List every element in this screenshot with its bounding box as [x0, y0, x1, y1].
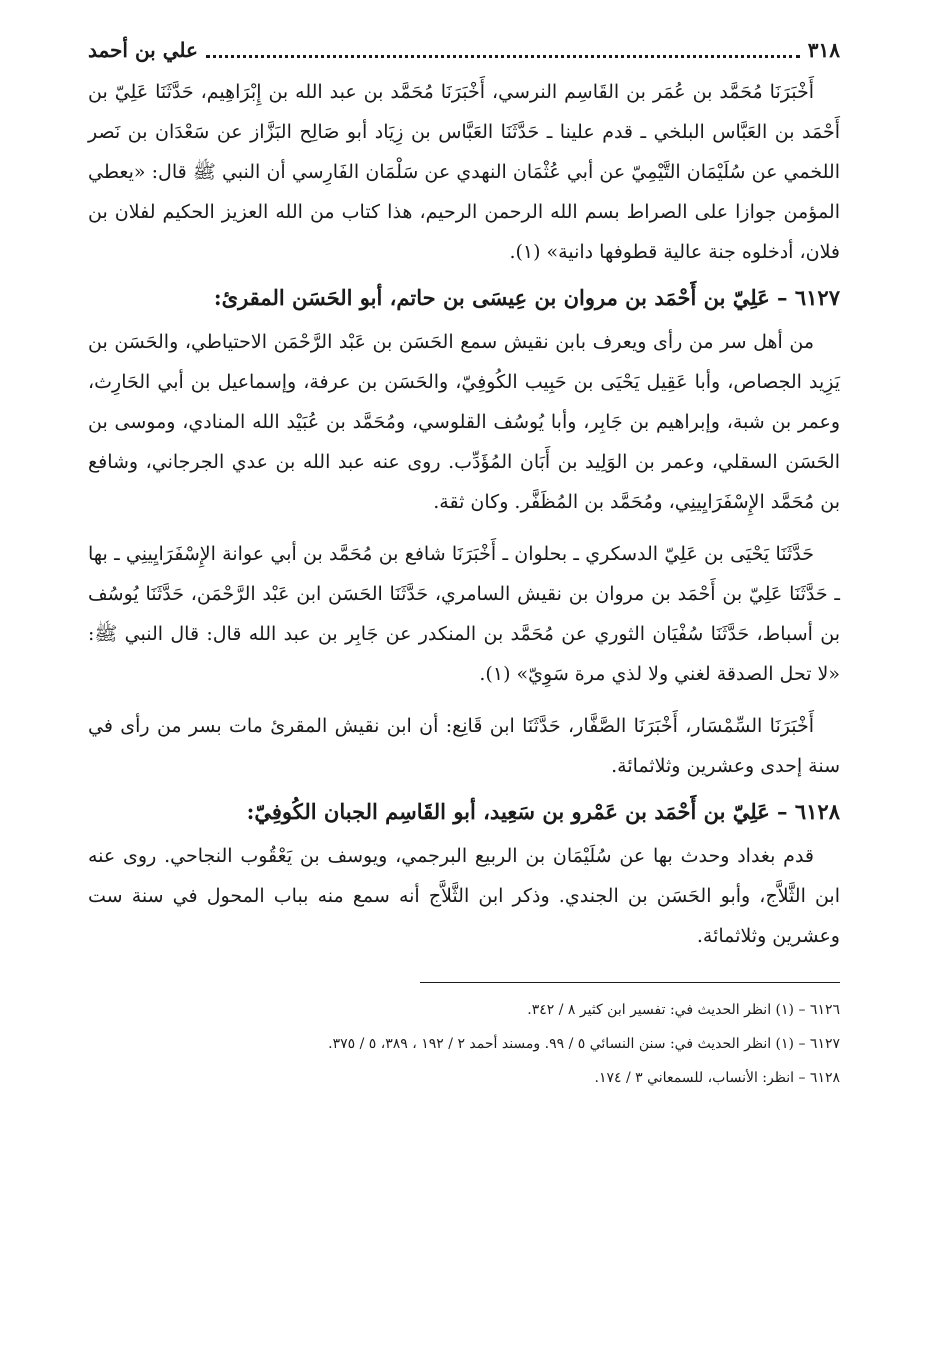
- footnote-6128: ٦١٢٨ – انظر: الأنساب، للسمعاني ٣ / ١٧٤.: [594, 1070, 840, 1086]
- footnote-6126: ٦١٢٦ – (١) انظر الحديث في: تفسير ابن كثير ٨ / ٣٤٢.: [527, 1002, 840, 1018]
- footnotes: [88, 993, 840, 1095]
- book-page: [88, 28, 840, 1095]
- entry-6127-paragraph-2: حَدَّثَنَا يَحْيَى بن عَلِيّ الدسكري ـ بحلوان ـ أَخْبَرَنَا شافع بن مُحَمَّد بن أبي عوانة الإِسْفَرَايِينِي ـ بها ـ حَدَّثَنَا عَلِيّ بن أَحْمَد بن مروان بن نقيش السامري، حَدَّثَنَا الحَسَن ابن عَبْد الرَّحْمَن، حَدَّثَنَا يُوسُف بن أسباط، حَدَّثَنَا سُفْيَان الثوري عن مُحَمَّد بن المنكدر عن جَابِر بن عبد الله قال: قال النبي ﷺ: «لا تحل الصدقة لغني ولا لذي مرة سَوِيّ» (١).: [88, 543, 840, 685]
- footnote-6127: ٦١٢٧ – (١) انظر الحديث في: سنن النسائي ٥ / ٩٩. ومسند أحمد ٢ / ١٩٢ ، ٣٨٩، ٥ / ٣٧٥.: [328, 1036, 840, 1052]
- footnote-separator: [420, 982, 840, 993]
- page-number: ٣١٨: [807, 38, 840, 62]
- running-header: [88, 28, 840, 72]
- entry-6127-paragraph-1: من أهل سر من رأى ويعرف بابن نقيش سمع الحَسَن بن عَبْد الرَّحْمَن الاحتياطي، والحَسَن بن يَزِيد الجصاص، وأبا عَقِيل يَحْيَى بن حَبِيب الكُوفِيّ، والحَسَن بن عرفة، وإسماعيل بن أبي الحَارِث، وعمر بن شبة، وإبراهيم بن جَابِر، وأبا يُوسُف القلوسي، ومُحَمَّد بن عُبَيْد الله المنادي، وموسى بن الحَسَن السقلي، وعمر بن الوَلِيد بن أَبَان المُؤَدِّب. روى عنه عبد الله بن عدي الجرجاني، وشافع بن مُحَمَّد الإِسْفَرَايِينِي، ومُحَمَّد بن المُظَفَّر. وكان ثقة.: [88, 331, 840, 513]
- entry-6128-paragraph-1: قدم بغداد وحدث بها عن سُلَيْمَان بن الربيع البرجمي، ويوسف بن يَعْقُوب النجاحي. روى عنه ابن الثَّلاَّج، وأبو الحَسَن بن الجندي. وذكر ابن الثَّلاَّج أنه سمع منه بباب المحول في سنة ست وعشرين وثلاثمائة.: [88, 845, 840, 947]
- running-title: علي بن أحمد: [88, 38, 198, 62]
- header-dot-leader: [206, 55, 800, 58]
- intro-paragraph: أَخْبَرَنَا مُحَمَّد بن عُمَر بن القَاسِم النرسي، أَخْبَرَنَا مُحَمَّد بن عبد الله بن إِبْرَاهِيم، حَدَّثَنَا عَلِيّ بن أَحْمَد بن العَبَّاس البلخي ـ قدم علينا ـ حَدَّثَنَا العَبَّاس بن زِيَاد أبو صَالِح البَزَّاز عن سَعْدَان بن نَصر اللخمي عن سُلَيْمَان التَّيْمِيّ عن أبي عُثْمَان النهدي عن سَلْمَان الفَارِسي أن النبي ﷺ قال: «يعطي المؤمن جوازا على الصراط بسم الله الرحمن الرحيم، هذا كتاب من الله العزيز الحكيم لفلان بن فلان، أدخلوه جنة عالية قطوفها دانية» (١).: [88, 81, 840, 263]
- entry-6127-heading: ٦١٢٧ – عَلِيّ بن أَحْمَد بن مروان بن عِيسَى بن حاتم، أبو الحَسَن المقرئ:: [213, 285, 840, 310]
- entry-6128-heading: ٦١٢٨ – عَلِيّ بن أَحْمَد بن عَمْرو بن سَعِيد، أبو القَاسِم الجبان الكُوفِيّ:: [246, 799, 840, 824]
- entry-6127-paragraph-3: أَخْبَرَنَا السِّمْسَار، أَخْبَرَنَا الصَّفَّار، حَدَّثَنَا ابن قَانِع: أن ابن نقيش المقرئ مات بسر من رأى في سنة إحدى وعشرين وثلاثمائة.: [88, 715, 840, 777]
